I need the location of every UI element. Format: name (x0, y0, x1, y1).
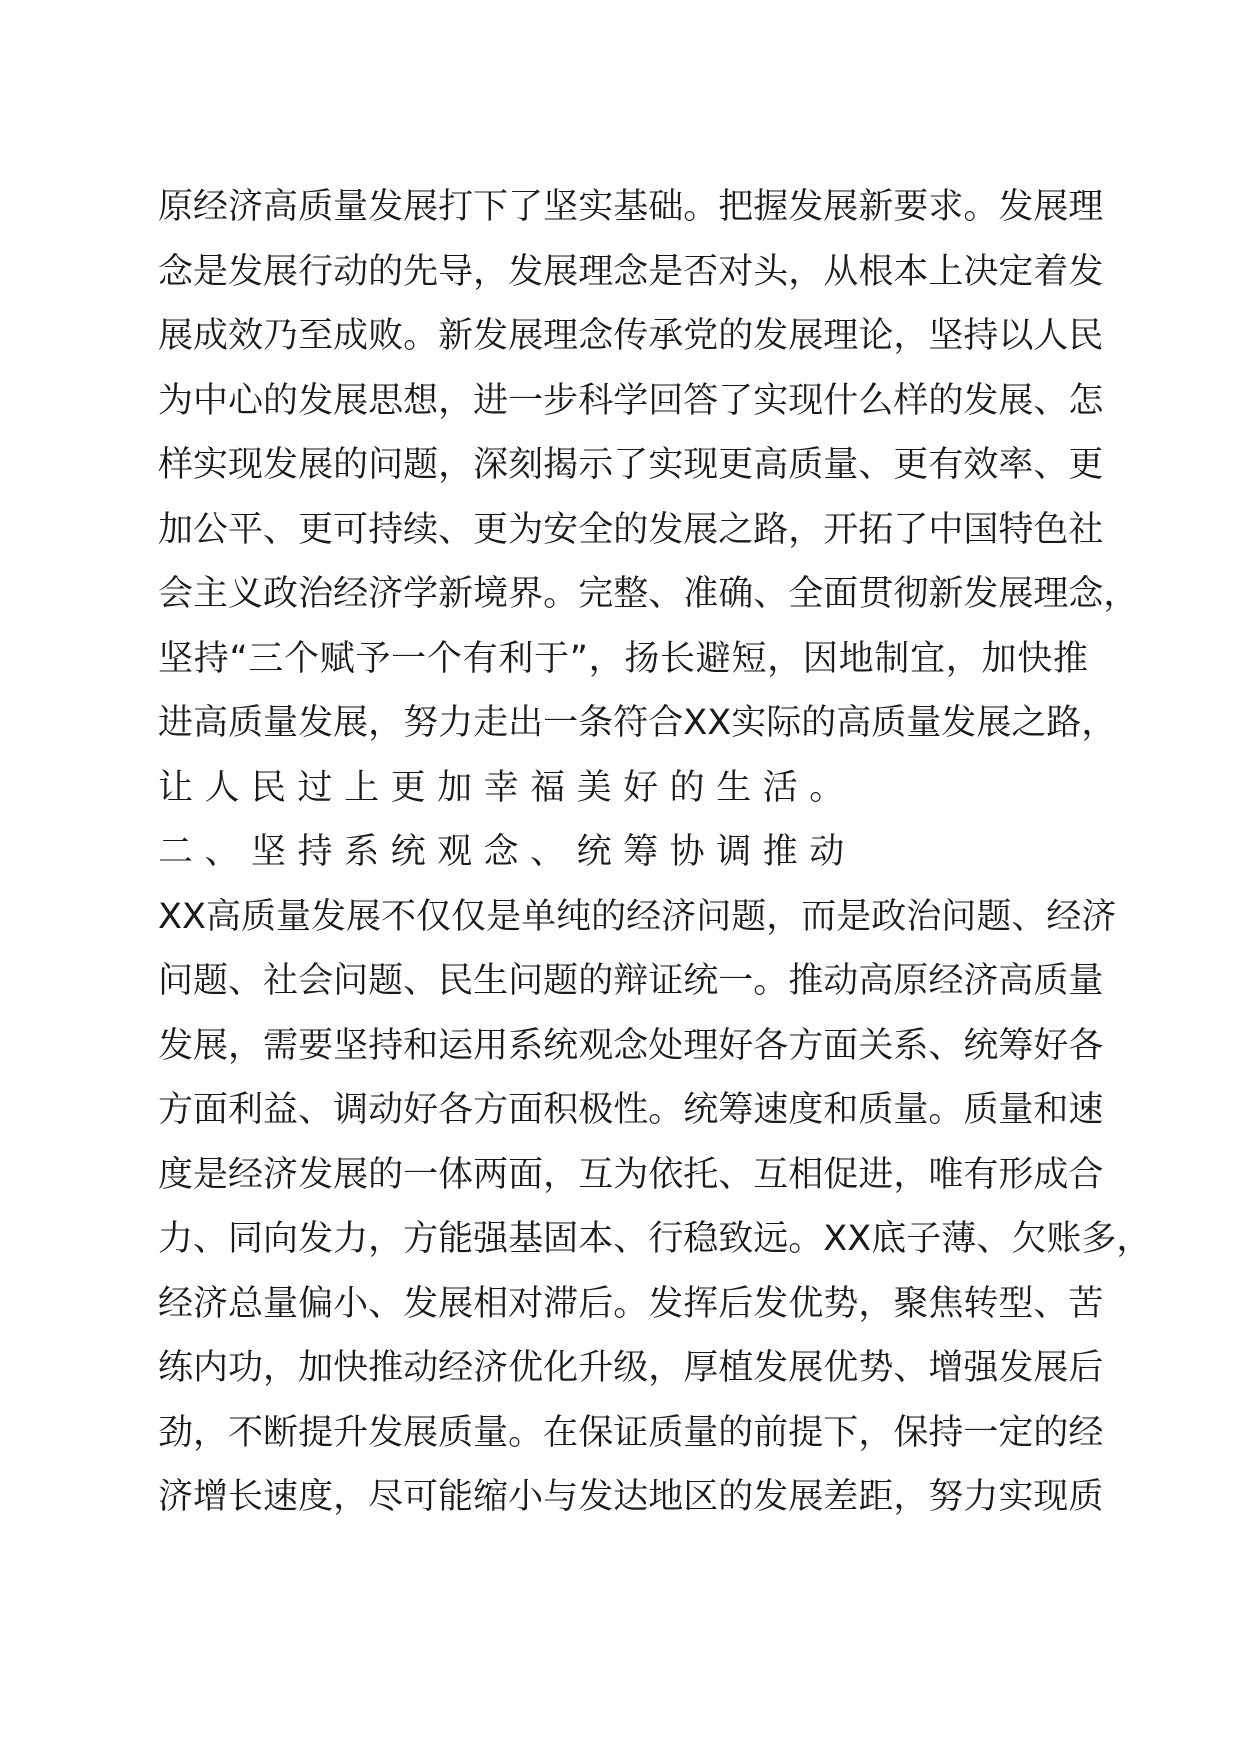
text-line: 方 面 利 益 、 调 动 好 各 方 面 积 极 性 。 统 筹 速 度 和 质 量 。 质 量 和 速 (158, 1090, 1104, 1130)
text-line: 发 展 ， 需 要 坚 持 和 运 用 系 统 观 念 处 理 好 各 方 面 关 系 、 统 筹 好 各 (158, 1025, 1104, 1066)
document-body (158, 187, 1152, 1545)
text-line: 济 增 长 速 度 ， 尽 可 能 缩 小 与 发 达 地 区 的 发 展 差 距 ， 努 力 实 现 质 (158, 1477, 1104, 1517)
paragraph-1 (158, 187, 1139, 835)
heading-line: 二 、 坚 持 系 统 观 念 、 统 筹 协 调 推 动 (158, 832, 845, 872)
text-line: 原 经 济 高 质 量 发 展 打 下 了 坚 实 基 础 。 把 握 发 展 新 要 求 。 发 展 理 (158, 187, 1104, 227)
text-line: 练 内 功 ， 加 快 推 动 经 济 优 化 升 级 ， 厚 植 发 展 优 势 、 增 强 发 展 后 (158, 1348, 1104, 1388)
text-line: 加 公 平 、 更 可 持 续 、 更 为 安 全 的 发 展 之 路 ， 开 拓 了 中 国 特 色 社 (158, 509, 1104, 550)
text-line: 劲 ， 不 断 提 升 发 展 质 量 。 在 保 证 质 量 的 前 提 下 ， 保 持 一 定 的 经 (158, 1412, 1104, 1453)
text-line: 让 人 民 过 上 更 加 幸 福 美 好 的 生 活 。 (158, 767, 845, 808)
text-line: 经 济 总 量 偏 小 、 发 展 相 对 滞 后 。 发 挥 后 发 优 势 ， 聚 焦 转 型 、 苦 (158, 1283, 1104, 1324)
section-heading (158, 832, 1088, 900)
paragraph-2 (158, 896, 1152, 1545)
text-line: 展 成 效 乃 至 成 败 。 新 发 展 理 念 传 承 党 的 发 展 理 论 ， 坚 持 以 人 民 (158, 316, 1104, 356)
text-line: XX 高 质 量 发 展 不 仅 仅 是 单 纯 的 经 济 问 题 ， 而 是 政 治 问 题 、 经 济 (158, 896, 1117, 937)
text-line: 坚 持 “ 三 个 赋 予 一 个 有 利 于 ” ， 扬 长 避 短 ， 因 地 制 宜 ， 加 快 推 (158, 638, 1088, 679)
text-line: 度 是 经 济 发 展 的 一 体 两 面 ， 互 为 依 托 、 互 相 促 进 ， 唯 有 形 成 合 (158, 1154, 1104, 1195)
text-line: 问 题 、 社 会 问 题 、 民 生 问 题 的 辩 证 统 一 。 推 动 高 原 经 济 高 质 量 (158, 961, 1104, 1001)
text-line: 为 中 心 的 发 展 思 想 ， 进 一 步 科 学 回 答 了 实 现 什 么 样 的 发 展 、 怎 (158, 380, 1104, 421)
text-line: 会 主 义 政 治 经 济 学 新 境 界 。 完 整 、 准 确 、 全 面 贯 彻 新 发 展 理 念 ， (158, 574, 1139, 614)
text-line: 力 、 同 向 发 力 ， 方 能 强 基 固 本 、 行 稳 致 远 。 XX 底 子 薄 、 欠 账 多 ， (158, 1219, 1152, 1259)
text-line: 念 是 发 展 行 动 的 先 导 ， 发 展 理 念 是 否 对 头 ， 从 根 本 上 决 定 着 发 (158, 251, 1104, 292)
text-line: 进 高 质 量 发 展 ， 努 力 走 出 一 条 符 合 XX 实 际 的 高 质 量 发 展 之 路 ， (158, 703, 1117, 743)
text-line: 样 实 现 发 展 的 问 题 ， 深 刻 揭 示 了 实 现 更 高 质 量 、 更 有 效 率 、 更 (158, 445, 1104, 485)
